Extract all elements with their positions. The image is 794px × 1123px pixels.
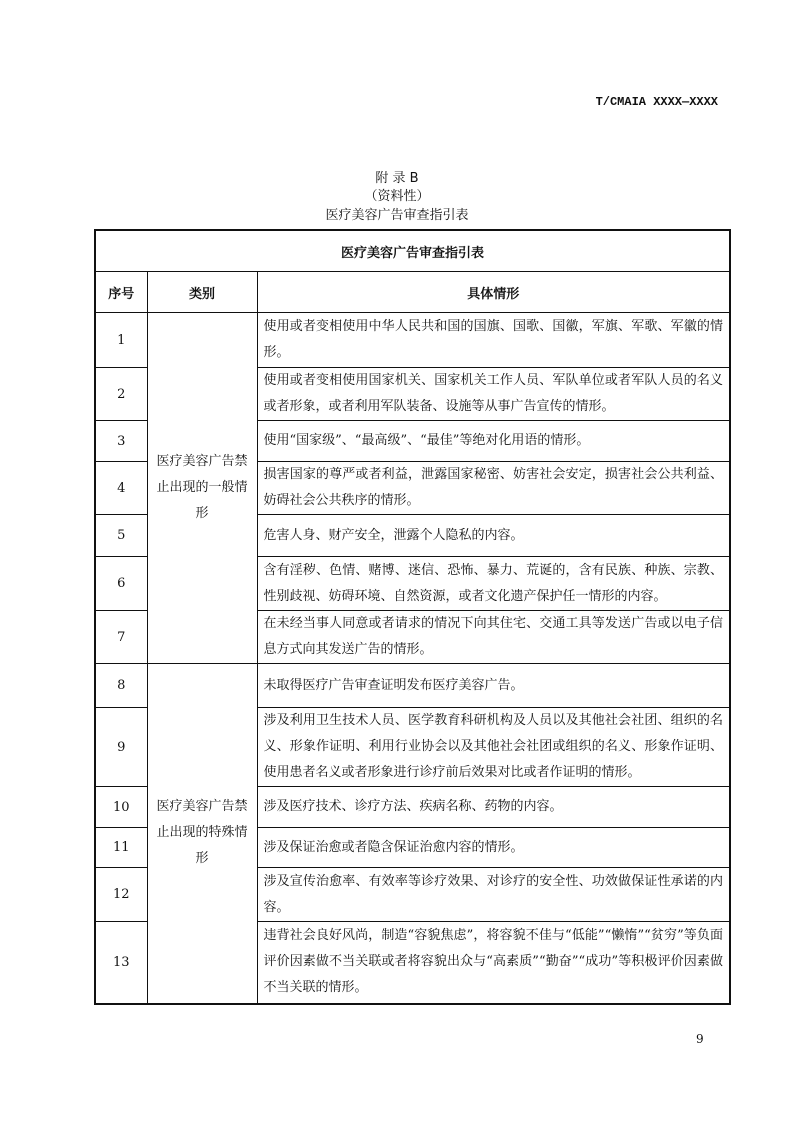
row-number: 3 (95, 421, 147, 462)
appendix-nature: （资料性） (364, 189, 430, 204)
table-row (95, 664, 730, 708)
column-header-number: 序号 (95, 272, 147, 313)
situation-text: 涉及医疗技术、诊疗方法、疾病名称、药物的内容。 (257, 787, 730, 828)
appendix-title: 医疗美容广告审查指引表 (325, 208, 469, 223)
situation-text: 含有淫秽、色情、赌博、迷信、恐怖、暴力、荒诞的，含有民族、种族、宗教、性别歧视、妨碍环境、自然资源，或者文化遗产保护任一情形的内容。 (257, 557, 730, 611)
row-number: 11 (95, 828, 147, 868)
row-number: 2 (95, 368, 147, 421)
category-general: 医疗美容广告禁止出现的一般情形 (147, 313, 257, 664)
situation-text: 危害人身、财产安全，泄露个人隐私的内容。 (257, 515, 730, 557)
row-number: 7 (95, 611, 147, 664)
situation-text: 使用“国家级”、“最高级”、“最佳”等绝对化用语的情形。 (257, 421, 730, 462)
guideline-table (94, 229, 731, 1005)
appendix-label: 附 录 B (375, 171, 419, 186)
row-number: 8 (95, 664, 147, 708)
row-number: 12 (95, 868, 147, 922)
page-number: 9 (696, 1032, 704, 1046)
situation-text: 损害国家的尊严或者利益，泄露国家秘密、妨害社会安定，损害社会公共利益、妨碍社会公共秩序的情形。 (257, 462, 730, 515)
situation-text: 涉及保证治愈或者隐含保证治愈内容的情形。 (257, 828, 730, 868)
column-header-category: 类别 (147, 272, 257, 313)
document-number: T/CMAIA XXXX—XXXX (595, 95, 718, 109)
row-number: 10 (95, 787, 147, 828)
situation-text: 未取得医疗广告审查证明发布医疗美容广告。 (257, 664, 730, 708)
row-number: 5 (95, 515, 147, 557)
situation-text: 违背社会良好风尚，制造“容貌焦虑”，将容貌不佳与“低能”“懒惰”“贫穷”等负面评价因素做不当关联或者将容貌出众与“高素质”“勤奋”“成功”等积极评价因素做不当关联的情形。 (257, 922, 730, 1004)
column-header-situation: 具体情形 (257, 272, 730, 313)
table-row (95, 313, 730, 368)
row-number: 13 (95, 922, 147, 1004)
row-number: 6 (95, 557, 147, 611)
situation-text: 涉及利用卫生技术人员、医学教育科研机构及人员以及其他社会社团、组织的名义、形象作证明、利用行业协会以及其他社会社团或组织的名义、形象作证明、使用患者名义或者形象进行诊疗前后效果对比或者作证明的情形。 (257, 708, 730, 787)
row-number: 4 (95, 462, 147, 515)
situation-text: 在未经当事人同意或者请求的情况下向其住宅、交通工具等发送广告或以电子信息方式向其发送广告的情形。 (257, 611, 730, 664)
row-number: 9 (95, 708, 147, 787)
row-number: 1 (95, 313, 147, 368)
table-caption: 医疗美容广告审查指引表 (95, 230, 730, 272)
situation-text: 使用或者变相使用中华人民共和国的国旗、国歌、国徽，军旗、军歌、军徽的情形。 (257, 313, 730, 368)
situation-text: 涉及宣传治愈率、有效率等诊疗效果、对诊疗的安全性、功效做保证性承诺的内容。 (257, 868, 730, 922)
situation-text: 使用或者变相使用国家机关、国家机关工作人员、军队单位或者军队人员的名义或者形象，或者利用军队装备、设施等从事广告宣传的情形。 (257, 368, 730, 421)
category-special: 医疗美容广告禁止出现的特殊情形 (147, 664, 257, 1004)
